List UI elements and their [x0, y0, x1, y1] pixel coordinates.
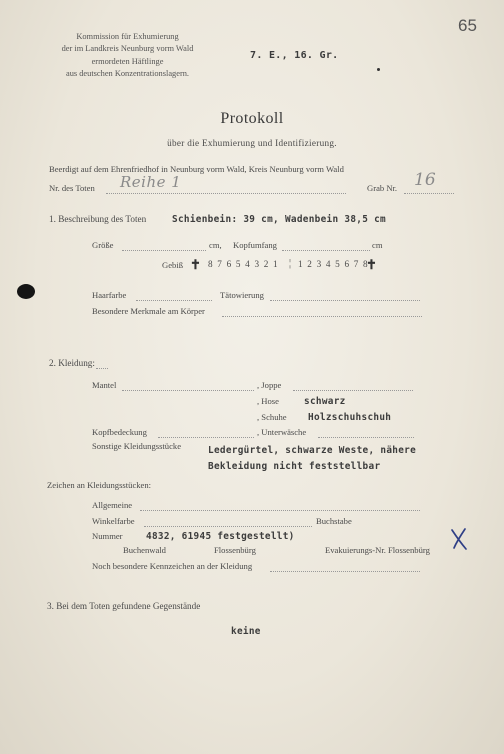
unterwaesche-line [318, 437, 414, 438]
section-3-value: keine [231, 626, 261, 637]
header-reference: 7. E., 16. Gr. [250, 50, 339, 61]
commission-header [50, 31, 205, 81]
section-3-label: 3. Bei dem Toten gefundene Gegenstände [47, 601, 201, 611]
handwritten-check-mark-icon [449, 527, 469, 551]
haarfarbe-label: Haarfarbe [92, 290, 127, 300]
kopfbedeckung-line [158, 437, 254, 438]
commission-line-3: ermordeten Häftlinge [91, 56, 164, 66]
teeth-cross-left-icon: ✝ [190, 257, 201, 272]
hose-value: schwarz [304, 396, 346, 407]
corpse-number-label: Nr. des Toten [49, 183, 95, 193]
kopfumfang-line [282, 250, 370, 251]
sonstige-value-line-2: Bekleidung nicht feststellbar [208, 461, 381, 472]
groesse-label: Größe [92, 240, 114, 250]
buchstabe-label: Buchstabe [316, 516, 352, 526]
mantel-line [122, 390, 254, 391]
mantel-label: Mantel [92, 380, 117, 390]
flossenbuerg-label: Flossenbürg [214, 545, 256, 555]
page-title: Protokoll [220, 110, 284, 127]
teeth-divider: ¦ [289, 258, 292, 269]
teeth-cross-right-icon: ✝ [366, 257, 377, 272]
commission-line-1: Kommission für Exhumierung [76, 32, 179, 41]
section-2-line [96, 368, 108, 369]
joppe-label: , Joppe [257, 380, 282, 390]
commission-line-2: der im Landkreis Neunburg vorm Wald [61, 44, 194, 54]
noch-kennzeichen-label: Noch besondere Kennzeichen an der Kleidung [92, 561, 253, 571]
gebiss-label: Gebiß [162, 260, 184, 270]
allgemeine-label: Allgemeine [92, 500, 133, 510]
zeichen-label: Zeichen an Kleidungsstücken: [47, 480, 152, 490]
teeth-left-row: 8 7 6 5 4 3 2 1 [208, 259, 279, 269]
kopfumfang-unit: cm [372, 240, 383, 250]
groesse-line [122, 250, 206, 251]
taetowierung-line [270, 300, 420, 301]
merkmale-line [222, 316, 422, 317]
nummer-value: 4832, 61945 festgestellt) [146, 531, 295, 542]
commission-line-4: aus deutschen Konzentrationslagern. [65, 69, 190, 79]
sonstige-value-line-1: Ledergürtel, schwarze Weste, nähere [208, 445, 417, 456]
evakuierung-label: Evakuierungs-Nr. Flossenbürg [325, 545, 430, 555]
page-subtitle: über die Exhumierung und Identifizierung. [167, 138, 337, 148]
merkmale-label: Besondere Merkmale am Körper [92, 306, 205, 316]
page-number: 65 [458, 16, 477, 35]
schuhe-label: , Schuhe [257, 412, 287, 422]
kopfumfang-label: Kopfumfang [233, 240, 277, 250]
hose-label: , Hose [257, 396, 279, 406]
grave-number-label: Grab Nr. [367, 183, 398, 193]
winkelfarbe-label: Winkelfarbe [92, 516, 135, 526]
punch-hole [17, 284, 35, 299]
noch-kennzeichen-line [270, 571, 420, 572]
joppe-line [293, 390, 413, 391]
groesse-unit: cm, [209, 240, 222, 250]
buchenwald-label: Buchenwald [123, 545, 166, 555]
kopfbedeckung-label: Kopfbedeckung [92, 427, 147, 437]
section-1-label: 1. Beschreibung des Toten [49, 214, 147, 224]
corpse-number-line [106, 193, 346, 194]
grave-number-value: 16 [414, 170, 436, 190]
grave-number-line [404, 193, 454, 194]
unterwaesche-label: , Unterwäsche [257, 427, 307, 437]
header-dot [377, 68, 380, 71]
nummer-label: Nummer [92, 531, 123, 541]
schuhe-value: Holzschuhschuh [308, 412, 392, 423]
corpse-number-value: Reihe 1 [120, 173, 182, 191]
allgemeine-line [140, 510, 420, 511]
section-2-label: 2. Kleidung: [49, 358, 95, 368]
burial-text: Beerdigt auf dem Ehrenfriedhof in Neunburg vorm Wald, Kreis Neunburg vorm Wald [49, 164, 344, 174]
winkelfarbe-line [144, 526, 312, 527]
taetowierung-label: Tätowierung [220, 290, 264, 300]
teeth-right-row: 1 2 3 4 5 6 7 8 [298, 259, 369, 269]
sonstige-label: Sonstige Kleidungsstücke [92, 441, 182, 451]
haarfarbe-line [136, 300, 212, 301]
description-typed-value: Schienbein: 39 cm, Wadenbein 38,5 cm [172, 214, 386, 225]
